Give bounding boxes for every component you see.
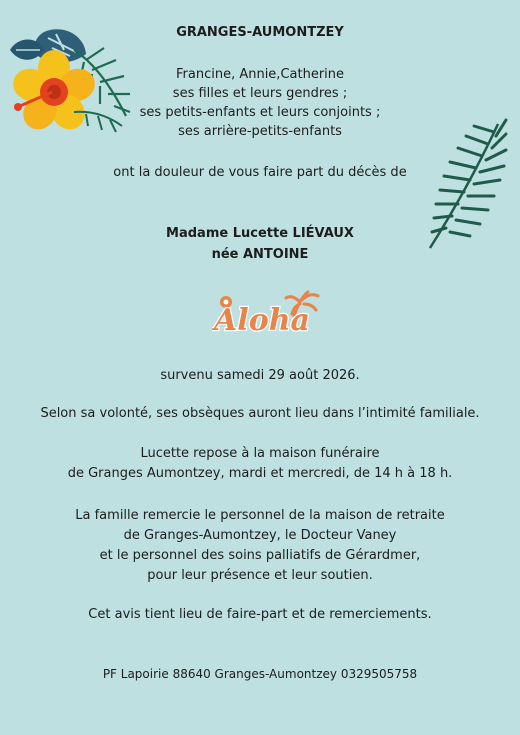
town-title: GRANGES-AUMONTZEY — [176, 25, 344, 40]
family-line: Francine, Annie,Catherine — [175, 67, 345, 82]
family-line: ses arrière-petits-enfants — [178, 124, 342, 139]
death-date: survenu samedi 29 août 2026. — [160, 368, 360, 383]
thanks-line: La famille remercie le personnel de la maison de retraite — [75, 508, 445, 523]
funeral-home-footer: PF Lapoirie 88640 Granges-Aumontzey 0329505758 — [102, 667, 418, 681]
aloha-logo — [212, 286, 322, 344]
thanks-line: de Granges-Aumontzey, le Docteur Vaney — [123, 528, 397, 543]
family-line: ses petits-enfants et leurs conjoints ; — [139, 105, 381, 120]
notice-line: Cet avis tient lieu de faire-part et de remerciements. — [88, 607, 432, 622]
logo-text: Aloha — [214, 303, 310, 338]
deceased-name: Madame Lucette LIÉVAUX — [166, 226, 354, 241]
funeral-wishes: Selon sa volonté, ses obsèques auront lieu dans l’intimité familiale. — [40, 406, 480, 421]
thanks-line: pour leur présence et leur soutien. — [147, 568, 373, 583]
family-line: ses filles et leurs gendres ; — [172, 86, 348, 101]
rest-line: Lucette repose à la maison funéraire — [140, 446, 380, 461]
maiden-name: née ANTOINE — [211, 247, 309, 262]
thanks-line: et le personnel des soins palliatifs de Gérardmer, — [99, 548, 421, 563]
announcement-text: ont la douleur de vous faire part du décès de — [113, 165, 407, 180]
rest-line: de Granges Aumontzey, mardi et mercredi, de 14 h à 18 h. — [67, 466, 453, 481]
